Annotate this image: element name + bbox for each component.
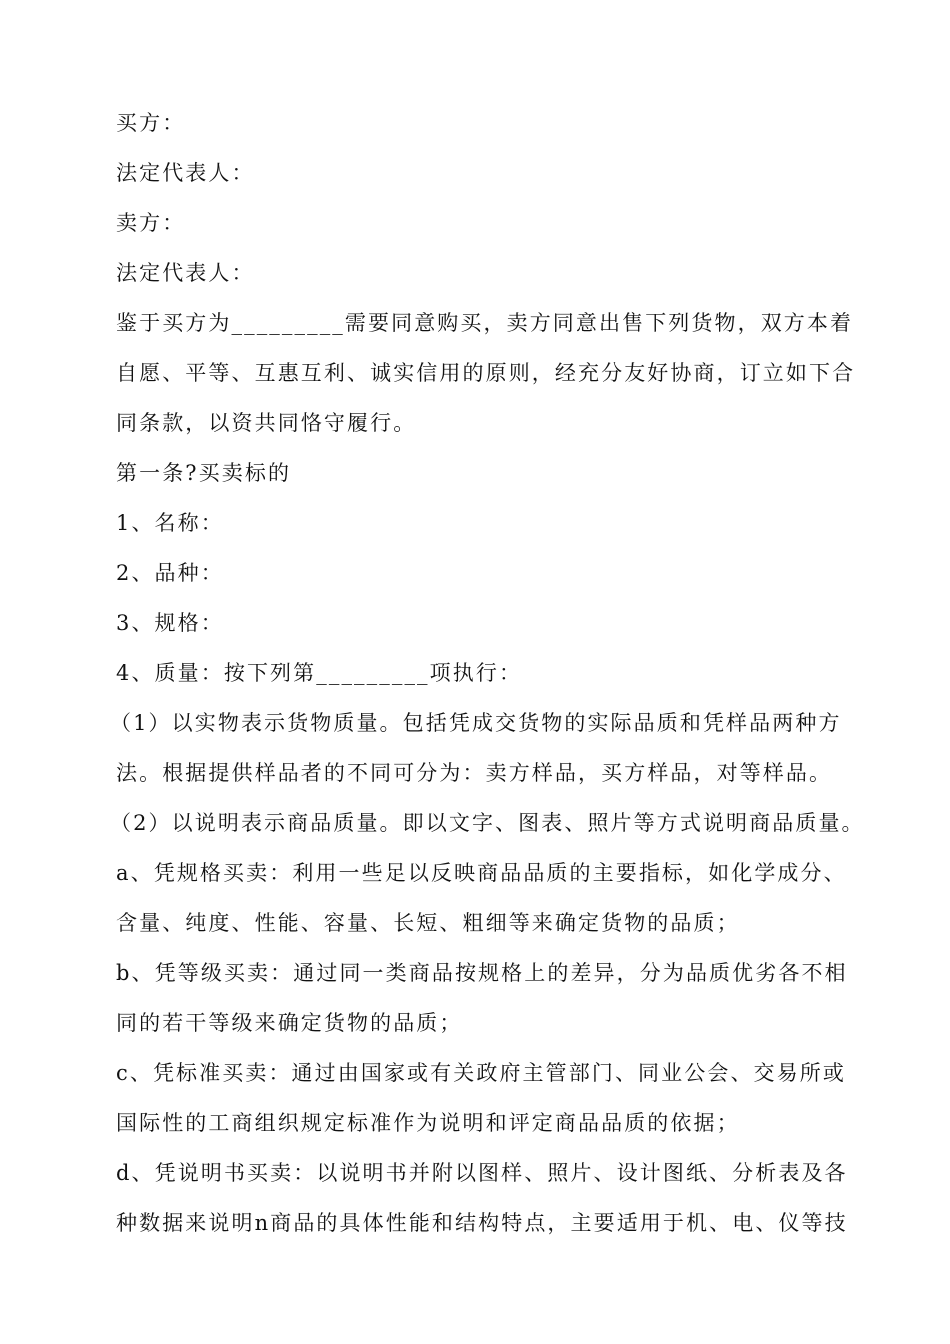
item-variety: 2、品种： [116,561,224,585]
paragraph-line: （1）以实物表示货物质量。包括凭成交货物的实际品质和凭样品两种方 [110,711,842,735]
paragraph-line: a、凭规格买卖：利用一些足以反映商品品质的主要指标，如化学成分、 [116,861,847,885]
sub-item-c [116,1048,846,1148]
item-quality: 4、质量：按下列第_________项执行： [116,661,523,685]
item-specification: 3、规格： [116,611,224,635]
paragraph-line: c、凭标准买卖：通过由国家或有关政府主管部门、同业公会、交易所或 [116,1061,846,1085]
buyer-label: 买方： [116,111,186,135]
seller-legal-representative-label: 法定代表人： [116,261,255,285]
contract-document [110,98,865,1248]
preamble-line: 鉴于买方为_________需要同意购买，卖方同意出售下列货物，双方本着 [116,311,854,335]
article-1-title: 第一条?买卖标的 [116,461,292,485]
preamble-line: 自愿、平等、互惠互利、诚实信用的原则，经充分友好协商，订立如下合 [116,361,856,385]
paragraph-line: 种数据来说明n商品的具体性能和结构特点，主要适用于机、电、仪等技 [116,1211,848,1235]
preamble-line: 同条款，以资共同恪守履行。 [116,411,417,435]
quality-method-2 [110,798,865,848]
paragraph-line: 法。根据提供样品者的不同可分为：卖方样品，买方样品，对等样品。 [116,761,833,785]
seller-label: 卖方： [116,211,186,235]
paragraph-line: d、凭说明书买卖：以说明书并附以图样、照片、设计图纸、分析表及各 [116,1161,848,1185]
sub-item-d [116,1148,848,1248]
sub-item-a [116,848,847,948]
paragraph-line: 同的若干等级来确定货物的品质； [116,1011,463,1035]
paragraph-line: （2）以说明表示商品质量。即以文字、图表、照片等方式说明商品质量。 [110,811,865,835]
paragraph-line: b、凭等级买卖：通过同一类商品按规格上的差异，分为品质优劣各不相 [116,961,848,985]
paragraph-line: 含量、纯度、性能、容量、长短、粗细等来确定货物的品质； [116,911,740,935]
paragraph-line: 国际性的工商组织规定标准作为说明和评定商品品质的依据； [116,1111,740,1135]
item-name: 1、名称： [116,511,224,535]
sub-item-b [116,948,848,1048]
buyer-legal-representative-label: 法定代表人： [116,161,255,185]
preamble-paragraph [116,298,856,448]
quality-method-1 [110,698,842,798]
